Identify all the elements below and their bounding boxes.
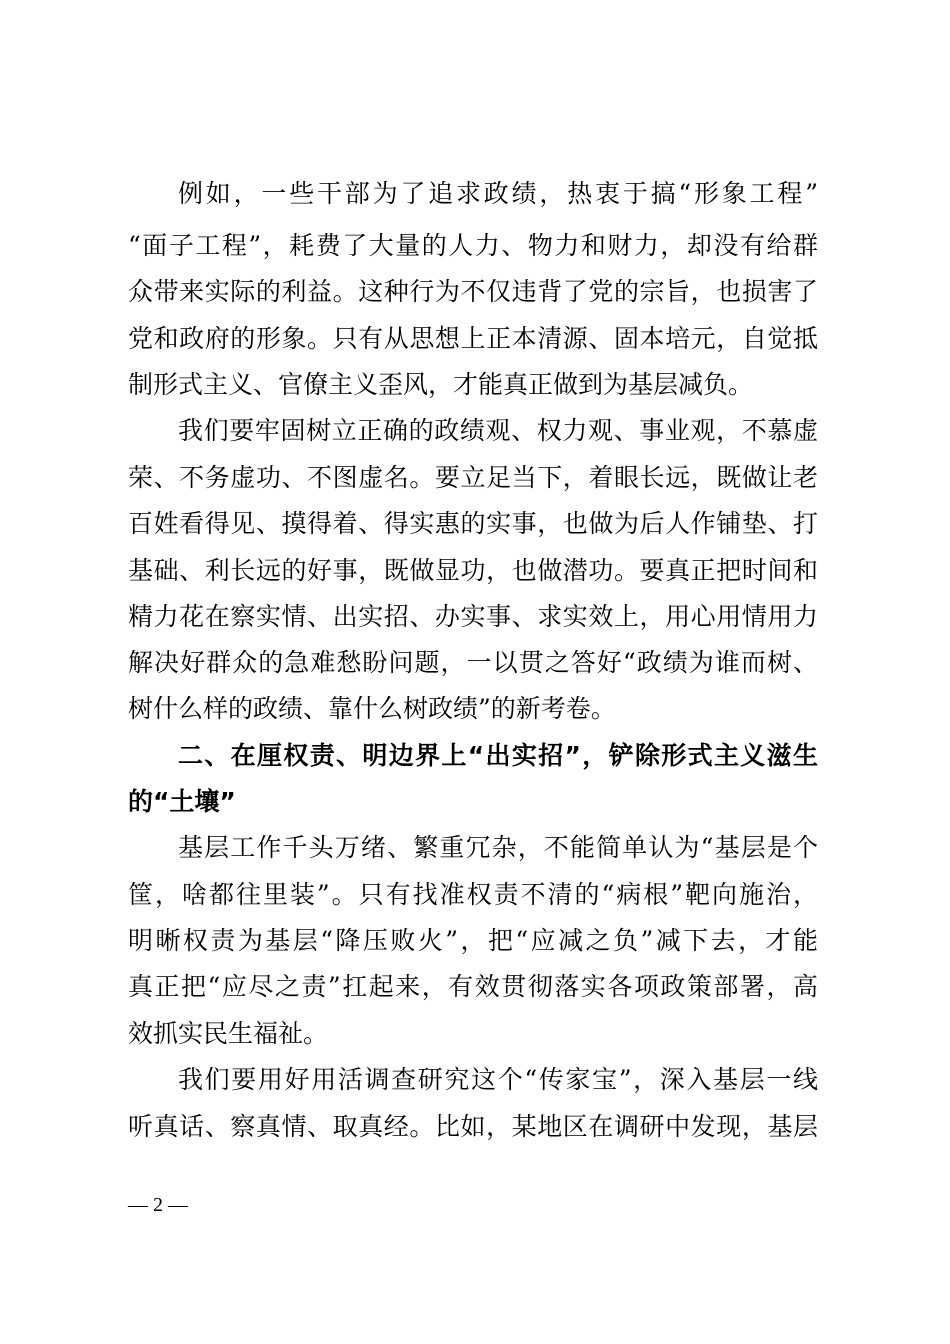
- paragraph-3-line-5: 效抓实民生福祉。: [128, 1019, 329, 1048]
- paragraph-1-line-5: 制形式主义、官僚主义歪风，才能真正做到为基层减负。: [128, 370, 754, 399]
- paragraph-2-line-3: 百姓看得见、摸得着、得实惠的实事，也做为后人作铺垫、打: [128, 509, 818, 538]
- section-heading-line-2: 的“土壤”: [128, 787, 236, 816]
- paragraph-2-line-6: 解决好群众的急难愁盼问题，一以贯之答好“政绩为谁而树、: [128, 648, 818, 677]
- paragraph-3-line-1: 基层工作千头万绪、繁重冗杂，不能简单认为“基层是个: [178, 833, 818, 862]
- paragraph-1-line-1: 例如，一些干部为了追求政绩，热衷于搞“形象工程”: [178, 179, 818, 208]
- page-number: — 2 —: [128, 1194, 188, 1216]
- paragraph-2-line-2: 荣、不务虚功、不图虚名。要立足当下，着眼长远，既做让老: [128, 463, 818, 492]
- paragraph-1-line-2: “面子工程”，耗费了大量的人力、物力和财力，却没有给群: [128, 231, 818, 260]
- section-heading-line-1: 二、在厘权责、明边界上“出实招”，铲除形式主义滋生: [178, 741, 818, 770]
- paragraph-3-line-4: 真正把“应尽之责”扛起来，有效贯彻落实各项政策部署，高: [128, 972, 818, 1001]
- paragraph-1-line-3: 众带来实际的利益。这种行为不仅违背了党的宗旨，也损害了: [128, 277, 818, 306]
- paragraph-2-line-7: 树什么样的政绩、靠什么树政绩”的新考卷。: [128, 694, 616, 723]
- paragraph-2-line-5: 精力花在察实情、出实招、办实事、求实效上，用心用情用力: [128, 602, 818, 631]
- paragraph-4-line-2: 听真话、察真情、取真经。比如，某地区在调研中发现，基层: [128, 1112, 818, 1141]
- paragraph-4-line-1: 我们要用好用活调查研究这个“传家宝”，深入基层一线: [178, 1065, 818, 1094]
- paragraph-3-line-2: 筐，啥都往里装”。只有找准权责不清的“病根”靶向施治，: [128, 880, 818, 909]
- paragraph-3-line-3: 明晰权责为基层“降压败火”，把“应减之负”减下去，才能: [128, 926, 818, 955]
- paragraph-2-line-4: 基础、利长远的好事，既做显功，也做潜功。要真正把时间和: [128, 556, 818, 585]
- paragraph-1-line-4: 党和政府的形象。只有从思想上正本清源、固本培元，自觉抵: [128, 324, 818, 353]
- paragraph-2-line-1: 我们要牢固树立正确的政绩观、权力观、事业观，不慕虚: [178, 416, 818, 445]
